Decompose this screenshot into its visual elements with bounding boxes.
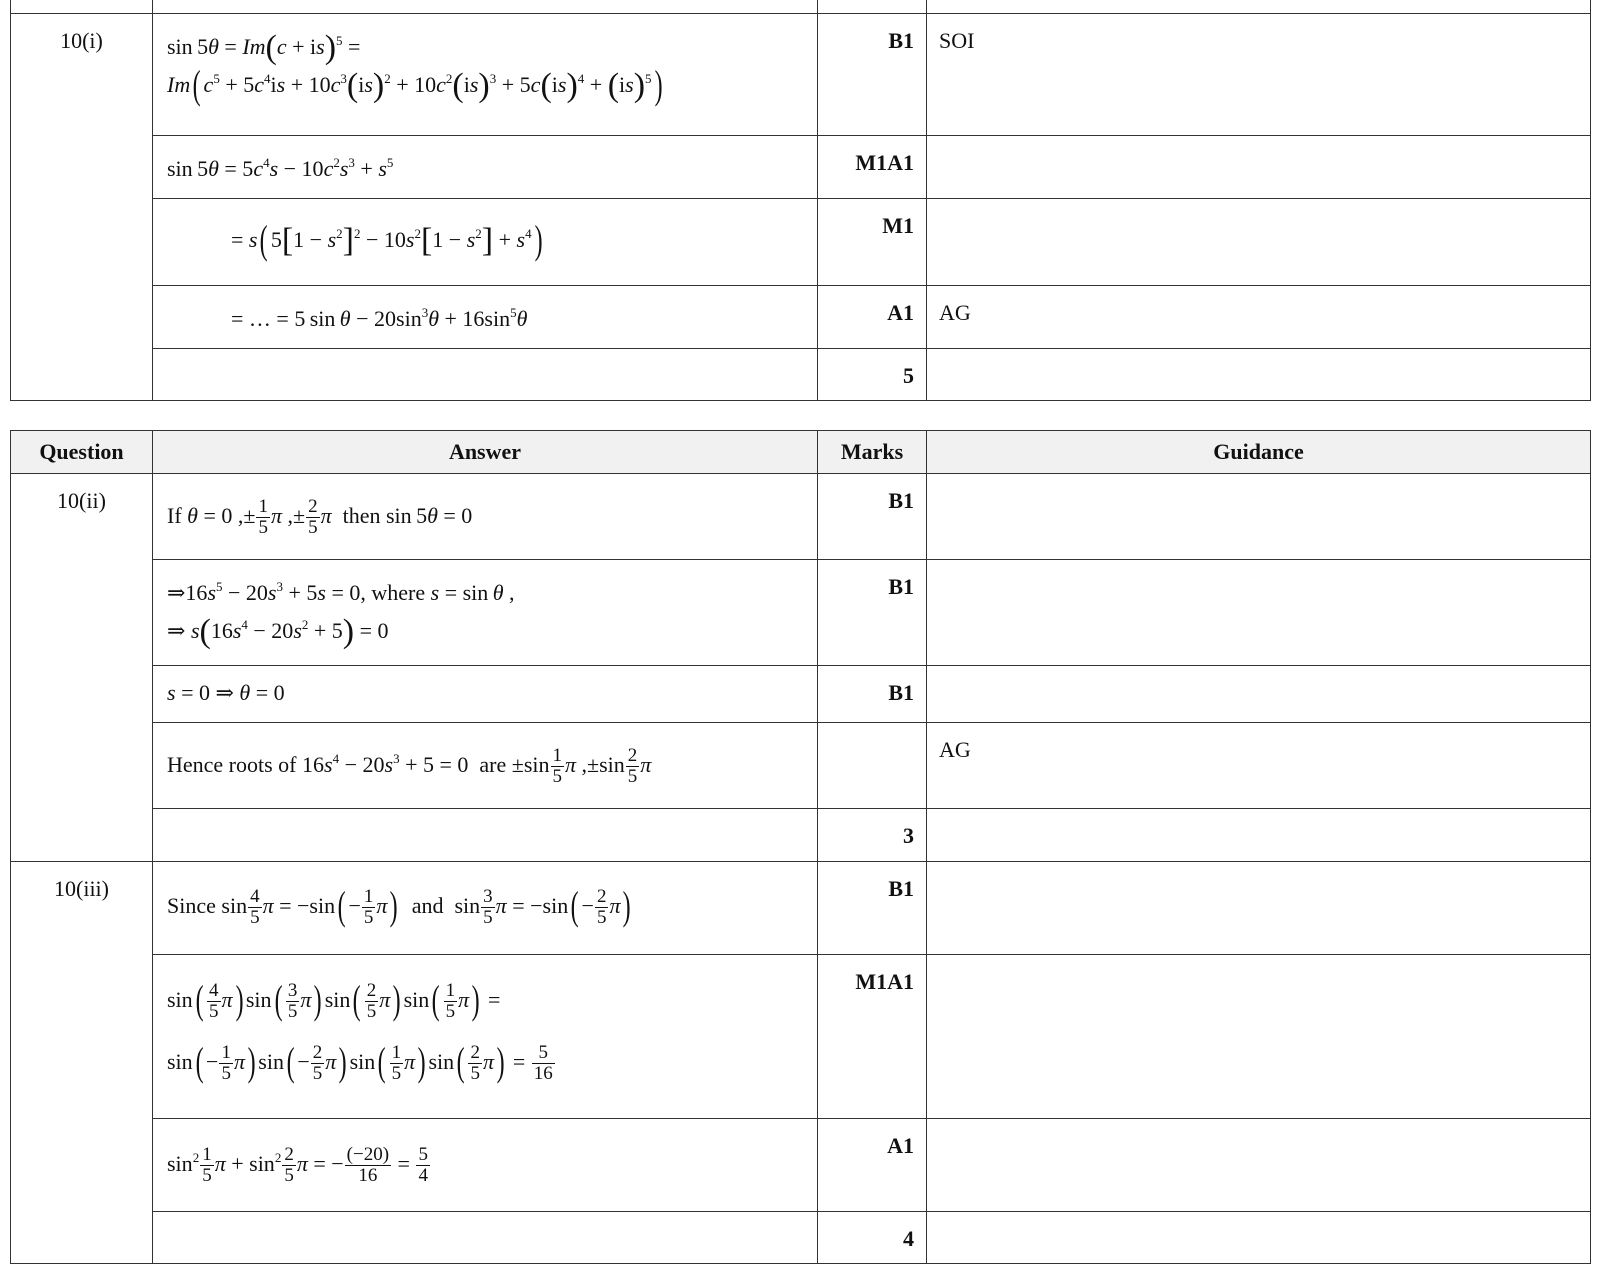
guidance-cell	[927, 862, 1591, 955]
guidance-cell	[927, 666, 1591, 723]
table-header-row	[11, 431, 1591, 474]
mark-cell: B1	[818, 862, 927, 955]
guidance-header: Guidance	[927, 431, 1591, 474]
mark-cell: B1	[818, 474, 927, 560]
math-line: sin( $\frac{4}{5}$ π) sin( $\frac{3}{5}$ π) sin( $\frac{2}{5}$ π) sin( $\frac{1}{5}$ π) =	[167, 977, 501, 1023]
math-line: $\Rightarrow 16s^5 - 20s^3 + 5s = 0$, where s = sin θ ,	[167, 579, 515, 605]
table-row	[11, 286, 1591, 349]
answer-cell	[153, 136, 818, 199]
table-row-total	[11, 1212, 1591, 1264]
math-line: If θ = 0 ,± $\frac{1}{5}$ π ,± $\frac{2}{5}$ π then sin 5θ = 0	[167, 496, 473, 539]
math-line: ⇒ $s(16s^4 - 20s^2 + 5) = 0$	[167, 613, 389, 650]
mark-cell: A1	[818, 1119, 927, 1212]
table-top-edge-row	[11, 0, 1591, 14]
guidance-cell: AG	[927, 286, 1591, 349]
answer-cell	[153, 862, 818, 955]
guidance-cell	[927, 560, 1591, 666]
marks-header: Marks	[818, 431, 927, 474]
mark-total: 4	[818, 1212, 927, 1264]
answer-cell	[153, 1119, 818, 1212]
mark-cell: B1	[818, 560, 927, 666]
mark-cell: B1	[818, 14, 927, 136]
answer-cell	[153, 723, 818, 809]
guidance-cell: SOI	[927, 14, 1591, 136]
question-number: 10(iii)	[11, 862, 153, 1264]
question-number: 10(i)	[11, 14, 153, 401]
table-row-total	[11, 809, 1591, 862]
mark-cell: B1	[818, 666, 927, 723]
math-line: = … = 5 $\sin \theta - 20\sin^3\theta + 16\sin^5\theta$	[231, 305, 528, 331]
answer-cell	[153, 286, 818, 349]
math-line: Hence roots of $16s^4 - 20s^3 + 5 = 0$ are ±sin $\frac{1}{5}$ π ,±sin $\frac{2}{5}$ π	[167, 745, 652, 788]
math-line: Im( $c^5 + 5c^4is + 10c^3(is)^2 + 10c^2(is)^3 + 5c(is)^4 + (is)^5$)	[167, 62, 663, 107]
table-row	[11, 666, 1591, 723]
table-row	[11, 199, 1591, 286]
guidance-cell	[927, 474, 1591, 560]
mark-total: 5	[818, 349, 927, 401]
answer-cell	[153, 474, 818, 560]
math-line: sin 5θ = Im(c + is)$^5$ =	[167, 29, 361, 66]
mark-scheme-table-part-i	[10, 0, 1591, 401]
table-row	[11, 955, 1591, 1119]
math-line: $\sin 5\theta = 5c^4s - 10c^2s^3 + s^5$	[167, 155, 394, 181]
guidance-cell	[927, 955, 1591, 1119]
mark-scheme-table-part-ii-iii	[10, 430, 1591, 1264]
answer-header: Answer	[153, 431, 818, 474]
mark-total: 3	[818, 809, 927, 862]
mark-cell: M1A1	[818, 955, 927, 1119]
answer-cell	[153, 560, 818, 666]
math-line: Since sin $\frac{4}{5}$ π = −sin( − $\frac{1}{5}$ π) and sin $\frac{3}{5}$ π = −sin( − $\frac{2}{5}$ π)	[167, 883, 632, 929]
answer-cell	[153, 955, 818, 1119]
table-row	[11, 14, 1591, 136]
question-header: Question	[11, 431, 153, 474]
answer-cell	[153, 199, 818, 286]
table-row	[11, 1119, 1591, 1212]
table-row	[11, 862, 1591, 955]
table-row	[11, 723, 1591, 809]
answer-cell	[153, 14, 818, 136]
math-line: sin( − $\frac{1}{5}$ π) sin( − $\frac{2}{5}$ π) sin( $\frac{1}{5}$ π) sin( $\frac{2}{5}$ π) = $\frac{5}{16}$	[167, 1039, 553, 1085]
mark-cell: M1	[818, 199, 927, 286]
answer-cell	[153, 666, 818, 723]
guidance-cell: AG	[927, 723, 1591, 809]
math-line: = s( $5[1 - s^2]^2 - 10s^2[1 - s^2] + s^4$)	[231, 217, 543, 262]
table-row	[11, 136, 1591, 199]
mark-cell	[818, 723, 927, 809]
table-row	[11, 560, 1591, 666]
math-line: s = 0 ⇒ θ = 0	[167, 680, 285, 705]
guidance-cell	[927, 136, 1591, 199]
table-row	[11, 474, 1591, 560]
guidance-cell	[927, 1119, 1591, 1212]
question-number: 10(ii)	[11, 474, 153, 862]
mark-cell: A1	[818, 286, 927, 349]
table-row-total	[11, 349, 1591, 401]
math-line: $\sin^2$ $\frac{1}{5}$ $\pi + \sin^2$ $\frac{2}{5}$ π = − $\frac{(-20)}{16}$ = $\frac{5}{4}$	[167, 1144, 428, 1187]
mark-cell: M1A1	[818, 136, 927, 199]
guidance-cell	[927, 199, 1591, 286]
